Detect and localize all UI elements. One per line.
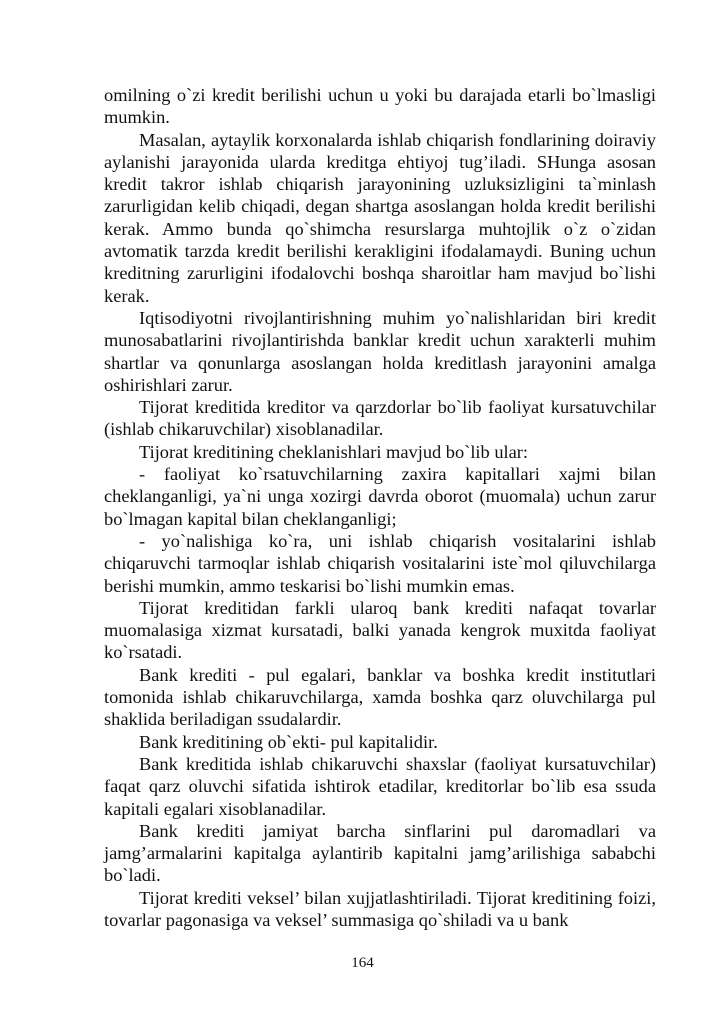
paragraph-4: Tijorat kreditida kreditor va qarzdorlar bo`lib faoliyat kursatuvchilar (ishlab chikaruvchilar) xisoblanadilar. (104, 397, 656, 440)
paragraph-2: Masalan, aytaylik korxonalarda ishlab chiqarish fondlarining doiraviy aylanishi jarayonida ularda kreditga ehtiyoj tug’iladi. SHunga asosan kredit takror ishlab chiqarish jarayonining uzluksizligini ta`minlash zarurligidan kelib chiqadi, degan shartga asoslangan holda kredit berilishi kerak. Ammo bunda qo`shimcha resurslarga muhtojlik o`z o`zidan avtomatik tarzda kredit berilishi kerakligini ifodalamaydi. Buning uchun kreditning zarurligini ifodalovchi boshqa sharoitlar ham mavjud bo`lishi kerak. (104, 129, 656, 306)
body-text (104, 84, 656, 931)
paragraph-9: Bank krediti - pul egalari, banklar va boshka kredit institutlari tomonida ishlab chikaruvchilarga, xamda boshka qarz oluvchilarga pul shaklida beriladigan ssudalardir. (104, 664, 656, 730)
page-number: 164 (351, 955, 374, 971)
paragraph-5: Tijorat kreditining cheklanishlari mavjud bo`lib ular: (139, 441, 529, 462)
paragraph-7: - yo`nalishiga ko`ra, uni ishlab chiqarish vositalarini ishlab chiqaruvchi tarmoqlar ishlab chiqarish vositalarini iste`mol qiluvchilarga berishi mumkin, ammo teskarisi bo`lishi mumkin emas. (104, 530, 656, 596)
paragraph-12: Bank krediti jamiyat barcha sinflarini pul daromadlari va jamg’armalarini kapitalga aylantirib kapitalni jamg’arilishiga sababchi bo`ladi. (104, 820, 656, 886)
paragraph-3: Iqtisodiyotni rivojlantirishning muhim yo`nalishlaridan biri kredit munosabatlarini rivojlantirishda banklar kredit uchun xarakterli muhim shartlar va qonunlarga asoslangan holda kreditlash jarayonini amalga oshirishlari zarur. (104, 307, 656, 395)
paragraph-6: - faoliyat ko`rsatuvchilarning zaxira kapitallari xajmi bilan cheklanganligi, ya`ni unga xozirgi davrda oborot (muomala) uchun zarur bo`lmagan kapital bilan cheklanganligi; (104, 464, 656, 529)
paragraph-8: Tijorat kreditidan farkli ularoq bank krediti nafaqat tovarlar muomalasiga xizmat kursatadi, balki yanada kengrok muxitda faoliyat ko`rsatadi. (104, 597, 656, 663)
paragraph-13: Tijorat krediti veksel’ bilan xujjatlashtiriladi. Tijorat kreditining foizi, tovarlar pagonasiga va veksel’ summasiga qo`shiladi va u bank (104, 887, 656, 930)
paragraph-10: Bank kreditining ob`ekti- pul kapitalidir. (139, 731, 438, 752)
paragraph-11: Bank kreditida ishlab chikaruvchi shaxslar (faoliyat kursatuvchilar) faqat qarz oluvchi sifatida ishtirok etadilar, kreditorlar bo`lib esa ssuda kapitali egalari xisoblanadilar. (104, 753, 656, 819)
paragraph-1: omilning o`zi kredit berilishi uchun u yoki bu darajada etarli bo`lmasligi mumkin. (104, 85, 656, 128)
